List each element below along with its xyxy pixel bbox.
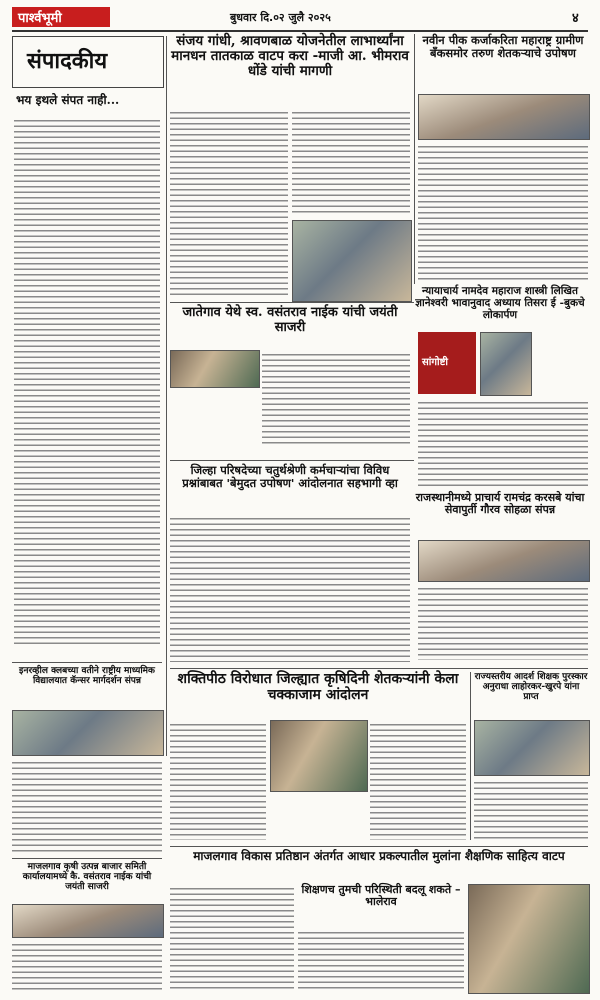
rajasthan-story <box>415 491 588 662</box>
bhavarth-story <box>415 285 588 488</box>
vikas-photo <box>468 884 590 994</box>
sanjay-photo <box>292 220 412 302</box>
award-headline: राज्यस्तरीय आदर्श शिक्षक पुरस्कार अनुराधा लाहोरकर-खुरपे यांना प्राप्त <box>474 672 588 703</box>
shaktipeeth-photo <box>270 720 368 792</box>
editorial-section-title: संपादकीय <box>27 48 108 74</box>
column-rule <box>166 36 167 756</box>
paper-name: पार्श्वभूमी <box>18 11 62 26</box>
zp-body-text <box>170 514 410 662</box>
vikas-headline: माजलगाव विकास प्रतिष्ठान अंतर्गत आधार प्रकल्पातील मुलांना शैक्षणिक साहित्य वाटप <box>193 849 565 863</box>
sanjay-story <box>170 34 410 302</box>
zp-story <box>170 464 410 664</box>
editorial-column <box>12 36 162 658</box>
bhavarth-body-text <box>418 398 588 486</box>
rajasthan-headline: राजस्थानीमध्ये प्राचार्य रामचंद्र करसबे यांचा सेवापुर्ती गौरव सोहळा संपन्न <box>415 491 585 517</box>
crop-headline: नवीन पीक कर्जाकरिता महाराष्ट्र ग्रामीण बॅंकसमोर तरुण शेतकऱ्याचे उपोषण <box>422 33 584 60</box>
krishi-body-text <box>12 940 162 992</box>
vikas-body-left <box>170 884 294 992</box>
section-rule <box>170 302 414 303</box>
jategaon-body-text <box>262 350 410 446</box>
jategaon-story <box>170 306 410 456</box>
crop-photo <box>418 94 590 140</box>
column-rule-2 <box>414 34 415 284</box>
vikas-body-middle <box>298 928 464 992</box>
college-body-text <box>12 758 162 852</box>
jategaon-headline: जातेगाव येथे स्व. वसंतराव नाईक यांची जयंती साजरी <box>182 305 398 335</box>
paper-name-box <box>12 7 110 27</box>
shaktipeeth-story <box>170 672 466 842</box>
krishi-photo <box>12 904 164 938</box>
section-rule-shakti <box>170 668 588 669</box>
masthead <box>12 6 588 30</box>
sanjay-headline: संजय गांधी, श्रावणबाळ योजनेतील लाभार्थ्यांना मानधन तातकाळ वाटप करा -माजी आ. भीमराव धोंडे यांची मागणी <box>171 33 409 80</box>
rajasthan-photo <box>418 540 590 582</box>
award-story <box>474 672 588 842</box>
bhavarth-headline: न्यायाचार्य नामदेव महाराज शास्त्री लिखित ज्ञानेश्वरी भावानुवाद अध्याय तिसरा ई -बुकचे लोकार्पण <box>415 285 585 321</box>
college-photo <box>12 710 164 756</box>
bhavarth-book-label: सांगोष्टी <box>422 357 448 368</box>
shaktipeeth-body-right <box>370 720 466 840</box>
bhavarth-author-photo <box>480 332 532 396</box>
page-number: ४ <box>572 11 579 26</box>
shaktipeeth-headline: शक्तिपीठ विरोधात जिल्ह्यात कृषिदिनी शेतकऱ्यांनी केला चक्काजाम आंदोलन <box>177 671 459 703</box>
crop-body-text <box>418 142 588 282</box>
editorial-header-box <box>12 36 164 88</box>
rajasthan-body-text <box>418 584 588 660</box>
section-rule-krishi <box>12 858 162 859</box>
crop-loan-story <box>418 34 588 284</box>
vikas-pullquote: शिक्षणच तुमची परिस्थिती बदलू शकते – भालेराव <box>301 883 461 909</box>
sanjay-body-left <box>170 108 288 298</box>
krishi-headline: माजलगाव कृषी उत्पन्न बाजार समिती कार्यालयामध्ये कै. वसंतराव नाईक यांची जयंती साजरी <box>22 862 152 893</box>
section-rule-vikas <box>170 846 588 847</box>
masthead-date: बुधवार दि.०२ जुलै २०२५ <box>230 11 331 24</box>
shaktipeeth-body-left <box>170 720 266 840</box>
section-rule-left <box>12 662 162 663</box>
majalgaon-krishi-story <box>12 862 162 994</box>
college-headline: इनरव्हील क्लबच्या वतीने राष्ट्रीय माध्यमिक विद्यालयात कॅन्सर मार्गदर्शन संपन्न <box>19 666 155 687</box>
zp-headline: जिल्हा परिषदेच्या चतुर्थश्रेणी कर्मचाऱ्यांचा विविध प्रश्नांबाबत 'बेमुदत उपोषण' आंदोलनात सहभागी व्हा <box>182 463 398 490</box>
sanjay-body-right <box>292 108 410 216</box>
column-rule-award <box>470 672 471 840</box>
award-body-text <box>474 778 588 840</box>
masthead-rule <box>12 30 588 32</box>
bhavarth-book-cover <box>418 332 476 394</box>
award-photo <box>474 720 590 776</box>
editorial-body-text <box>14 116 160 648</box>
editorial-title: भय इथले संपत नाही... <box>16 93 120 107</box>
section-rule-zp <box>170 460 414 461</box>
jategaon-photo <box>170 350 260 388</box>
majalgaon-vikas-story <box>170 850 588 994</box>
college-story <box>12 666 162 854</box>
